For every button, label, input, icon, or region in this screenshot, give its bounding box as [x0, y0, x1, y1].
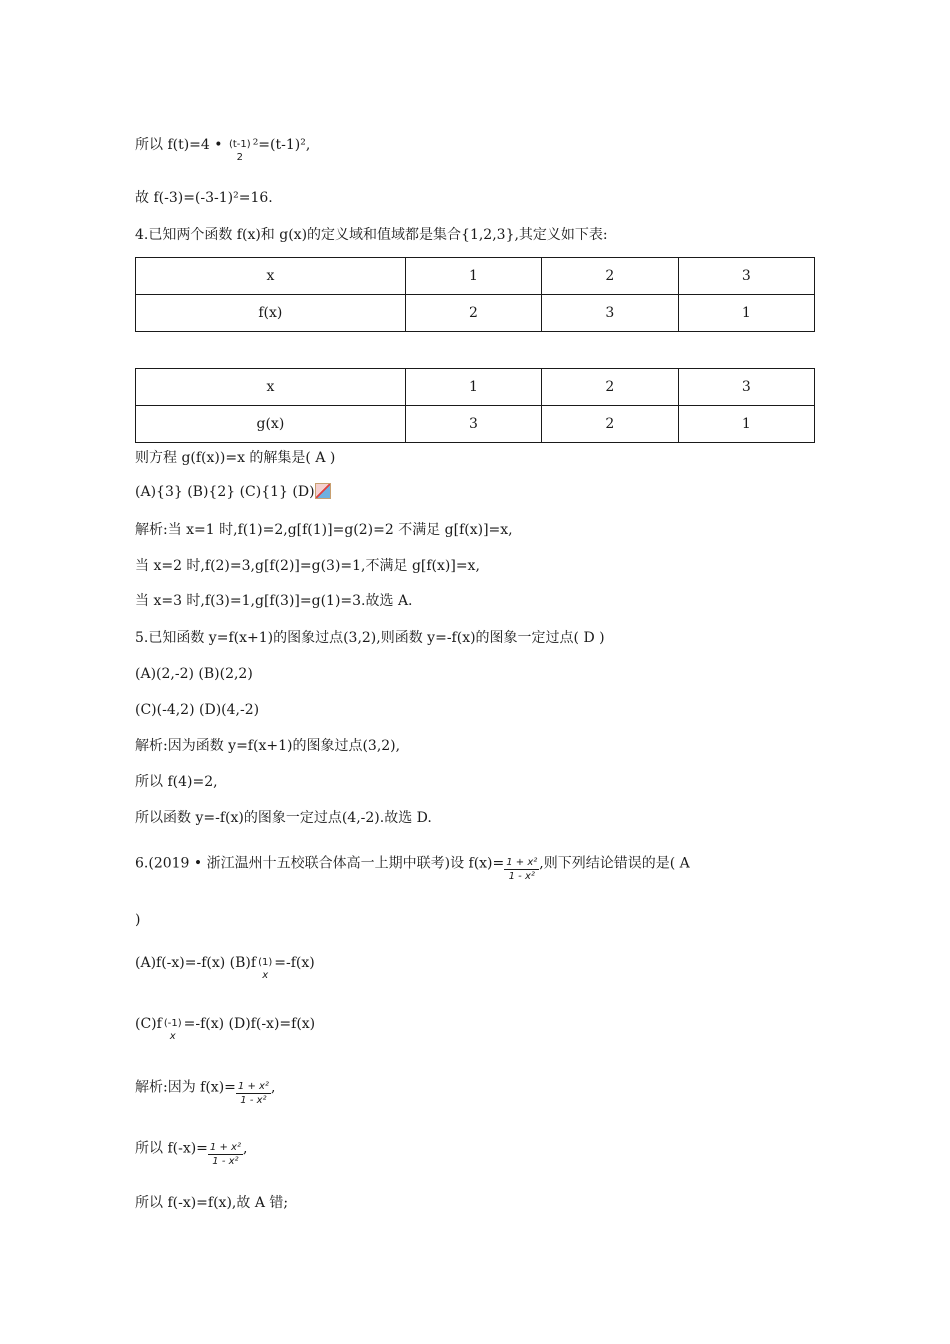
fraction-numerator: 1 + x² [209, 1142, 241, 1153]
table-cell: 2 [405, 295, 541, 332]
fraction [504, 856, 539, 883]
image-placeholder-icon [315, 483, 331, 499]
solution-line [135, 1135, 248, 1167]
question-4-ask: 则方程 g(f(x))=x 的解集是( A ) [135, 450, 336, 466]
text-segment: ,则下列结论错误的是( A [539, 855, 690, 872]
text-segment: (A)f(-x)=-f(x) (B)f [135, 955, 257, 971]
question-6-options [135, 1011, 316, 1042]
question-5: 5.已知函数 y=f(x+1)的图象过点(3,2),则函数 y=-f(x)的图象一定过点( D ) [135, 630, 605, 646]
question-4-options [135, 482, 331, 502]
text-segment: 所以 f(t)=4 • [135, 137, 227, 153]
question-6 [135, 850, 815, 882]
table-cell: x [136, 258, 406, 295]
table-cell: 2 [542, 369, 678, 406]
fraction-numerator: 1 + x² [506, 857, 538, 868]
fraction [236, 1080, 271, 1107]
text-segment: , [242, 1140, 248, 1157]
table-cell: 3 [678, 369, 814, 406]
fraction [256, 956, 274, 982]
question-6-options [135, 950, 315, 981]
question-4: 4.已知两个函数 f(x)和 g(x)的定义域和值域都是集合{1,2,3},其定义如下表: [135, 227, 608, 243]
text-segment: 6.(2019 • 浙江温州十五校联合体高一上期中联考)设 f(x)= [135, 855, 505, 872]
text-segment: (C)f [135, 1016, 162, 1032]
table-row [136, 369, 815, 406]
solution-line: 所以 f(-x)=f(x),故 A 错; [135, 1195, 289, 1211]
solution-line: 解析:当 x=1 时,f(1)=2,g[f(1)]=g(2)=2 不满足 g[f(x)]=x, [135, 522, 513, 538]
solution-line: 当 x=3 时,f(3)=1,g[f(3)]=g(1)=3.故选 A. [135, 593, 413, 609]
table-cell: 1 [678, 295, 814, 332]
table-cell: x [136, 369, 406, 406]
solution-line: 所以函数 y=-f(x)的图象一定过点(4,-2).故选 D. [135, 810, 432, 826]
table-cell: 1 [405, 258, 541, 295]
table-row [136, 258, 815, 295]
table-g [135, 368, 815, 443]
question-5-options: (C)(-4,2) (D)(4,-2) [135, 702, 260, 718]
table-cell: 1 [405, 369, 541, 406]
text-segment: 所以 f(-x)= [135, 1140, 208, 1157]
text-line [135, 132, 311, 163]
fraction-numerator: 1 + x² [237, 1081, 269, 1092]
text-line: ) [135, 912, 141, 928]
table-cell: 2 [542, 258, 678, 295]
table-cell: 2 [542, 406, 678, 443]
solution-line: 所以 f(4)=2, [135, 774, 218, 790]
fraction [208, 1141, 243, 1168]
solution-line: 解析:因为函数 y=f(x+1)的图象过点(3,2), [135, 738, 401, 754]
text-segment: 解析:因为 f(x)= [135, 1079, 236, 1096]
question-5-options: (A)(2,-2) (B)(2,2) [135, 666, 253, 682]
solution-line [135, 1074, 276, 1106]
solution-line: 当 x=2 时,f(2)=3,g[f(2)]=g(3)=1,不满足 g[f(x)]=x, [135, 558, 480, 574]
fraction-denominator: x [169, 1031, 176, 1042]
fraction-denominator: 1 - x² [504, 869, 539, 883]
options-text: (A){3} (B){2} (C){1} (D) [135, 484, 315, 500]
fraction-numerator: (-1) [163, 1018, 182, 1029]
table-cell: g(x) [136, 406, 406, 443]
text-line: 故 f(-3)=(-3-1)²=16. [135, 190, 273, 206]
fraction-denominator: x [262, 970, 269, 981]
fraction-denominator: 1 - x² [208, 1154, 243, 1168]
table-row [136, 406, 815, 443]
fraction-denominator: 1 - x² [236, 1093, 271, 1107]
table-row [136, 295, 815, 332]
text-segment: =-f(x) (D)f(-x)=f(x) [183, 1016, 316, 1032]
table-cell: 3 [678, 258, 814, 295]
text-segment: ²=(t-1)², [252, 137, 311, 153]
text-segment: , [270, 1079, 276, 1096]
fraction [227, 138, 253, 164]
fraction-numerator: (1) [258, 957, 273, 968]
text-segment: =-f(x) [274, 955, 315, 971]
fraction-numerator: (t-1) [228, 139, 251, 150]
table-f [135, 257, 815, 332]
table-cell: 3 [405, 406, 541, 443]
table-cell: 1 [678, 406, 814, 443]
table-cell: f(x) [136, 295, 406, 332]
table-cell: 3 [542, 295, 678, 332]
fraction-denominator: 2 [236, 152, 244, 163]
fraction [162, 1017, 184, 1043]
